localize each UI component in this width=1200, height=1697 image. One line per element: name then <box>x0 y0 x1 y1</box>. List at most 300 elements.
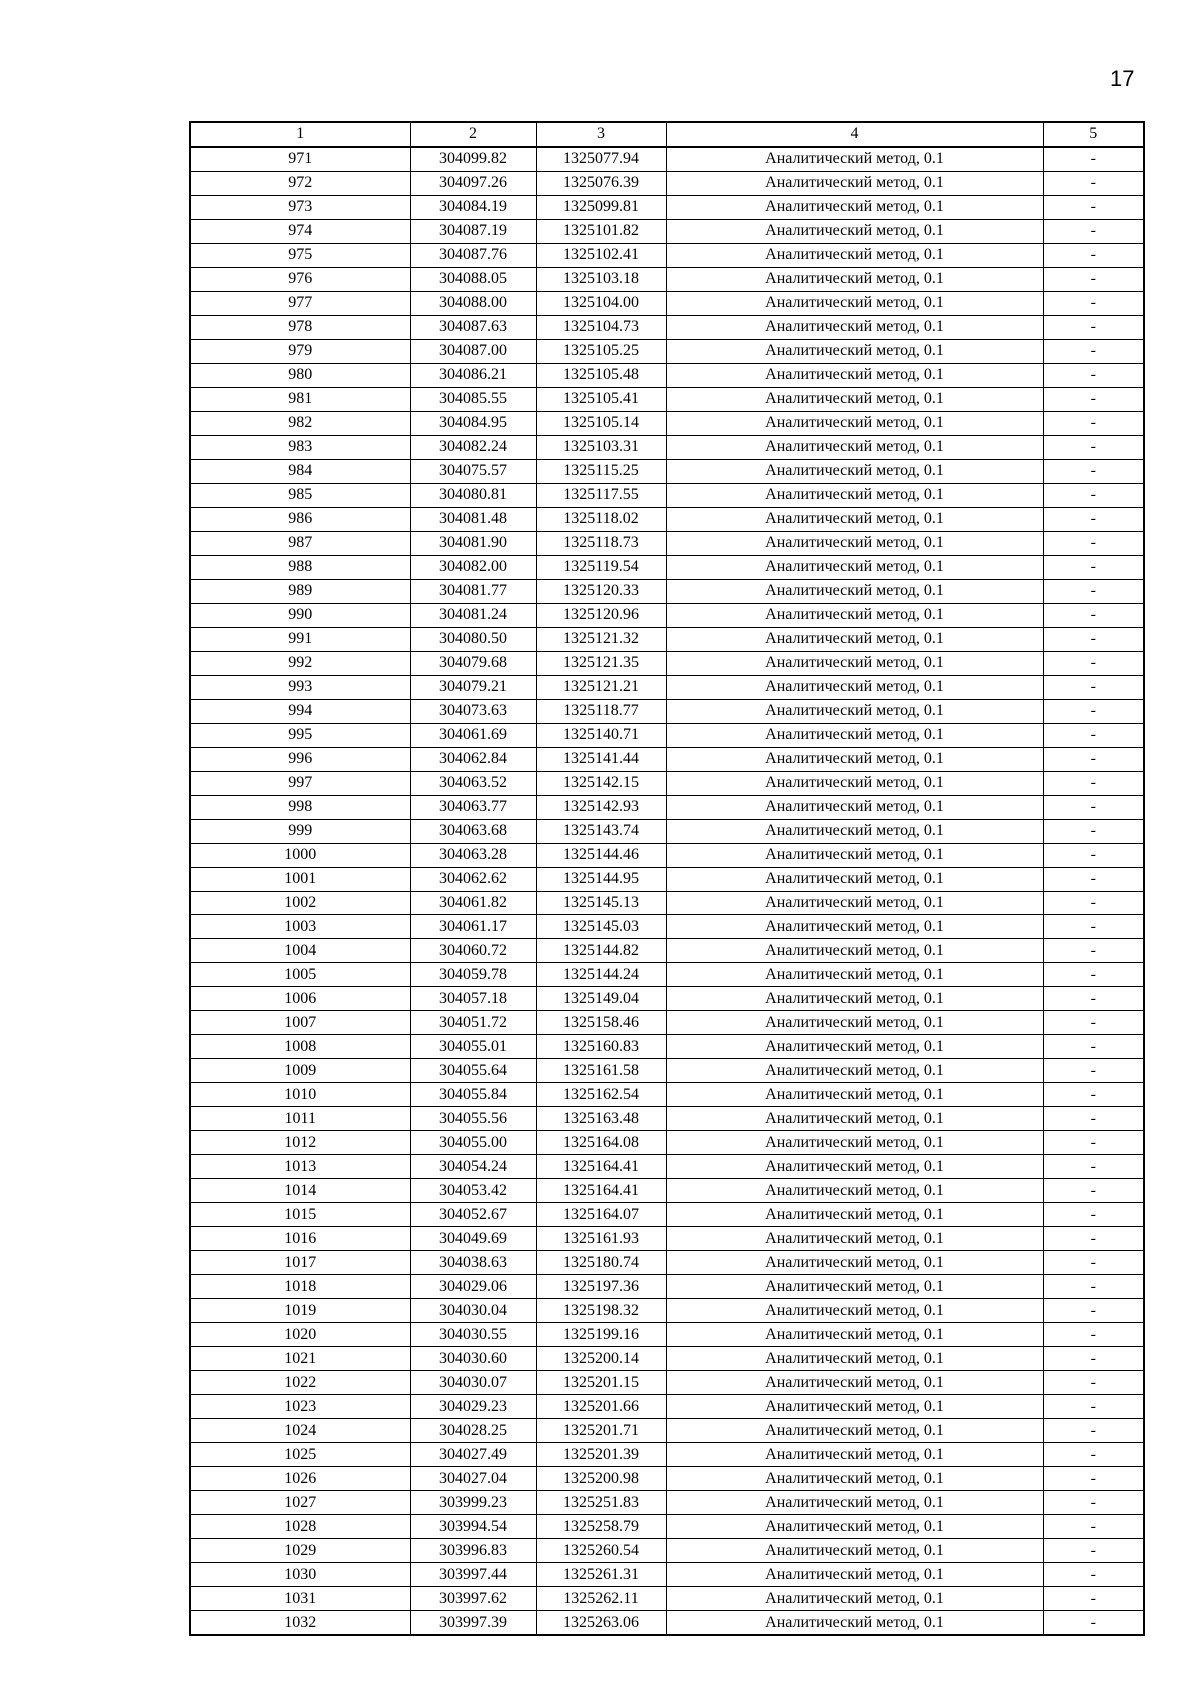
column-header: 2 <box>410 122 536 147</box>
x-coordinate-cell: 304027.49 <box>410 1443 536 1467</box>
table-row <box>190 1227 1144 1251</box>
method-cell: Аналитический метод, 0.1 <box>666 891 1043 915</box>
method-cell: Аналитический метод, 0.1 <box>666 1395 1043 1419</box>
method-cell: Аналитический метод, 0.1 <box>666 1227 1043 1251</box>
table-row <box>190 243 1144 267</box>
table-row <box>190 411 1144 435</box>
point-number-cell: 991 <box>190 627 410 651</box>
point-number-cell: 1011 <box>190 1107 410 1131</box>
x-coordinate-cell: 304049.69 <box>410 1227 536 1251</box>
point-number-cell: 1030 <box>190 1563 410 1587</box>
x-coordinate-cell: 304054.24 <box>410 1155 536 1179</box>
note-cell: - <box>1043 891 1144 915</box>
x-coordinate-cell: 304079.21 <box>410 675 536 699</box>
method-cell: Аналитический метод, 0.1 <box>666 1083 1043 1107</box>
point-number-cell: 1022 <box>190 1371 410 1395</box>
page-number: 17 <box>1110 66 1135 91</box>
note-cell: - <box>1043 291 1144 315</box>
table-row <box>190 1467 1144 1491</box>
note-cell: - <box>1043 579 1144 603</box>
table-body <box>190 147 1144 1635</box>
table-row <box>190 987 1144 1011</box>
method-cell: Аналитический метод, 0.1 <box>666 363 1043 387</box>
method-cell: Аналитический метод, 0.1 <box>666 939 1043 963</box>
x-coordinate-cell: 304055.01 <box>410 1035 536 1059</box>
table-row <box>190 1131 1144 1155</box>
method-cell: Аналитический метод, 0.1 <box>666 1347 1043 1371</box>
note-cell: - <box>1043 843 1144 867</box>
point-number-cell: 981 <box>190 387 410 411</box>
method-cell: Аналитический метод, 0.1 <box>666 843 1043 867</box>
point-number-cell: 993 <box>190 675 410 699</box>
note-cell: - <box>1043 675 1144 699</box>
method-cell: Аналитический метод, 0.1 <box>666 1131 1043 1155</box>
point-number-cell: 995 <box>190 723 410 747</box>
note-cell: - <box>1043 1467 1144 1491</box>
y-coordinate-cell: 1325149.04 <box>536 987 666 1011</box>
table-row <box>190 1515 1144 1539</box>
x-coordinate-cell: 304079.68 <box>410 651 536 675</box>
method-cell: Аналитический метод, 0.1 <box>666 699 1043 723</box>
y-coordinate-cell: 1325076.39 <box>536 171 666 195</box>
method-cell: Аналитический метод, 0.1 <box>666 483 1043 507</box>
table-row <box>190 699 1144 723</box>
method-cell: Аналитический метод, 0.1 <box>666 147 1043 171</box>
method-cell: Аналитический метод, 0.1 <box>666 1587 1043 1611</box>
table-row <box>190 627 1144 651</box>
note-cell: - <box>1043 1203 1144 1227</box>
y-coordinate-cell: 1325119.54 <box>536 555 666 579</box>
table-row <box>190 387 1144 411</box>
method-cell: Аналитический метод, 0.1 <box>666 867 1043 891</box>
table-row <box>190 1395 1144 1419</box>
x-coordinate-cell: 304055.64 <box>410 1059 536 1083</box>
note-cell: - <box>1043 723 1144 747</box>
x-coordinate-cell: 304063.77 <box>410 795 536 819</box>
method-cell: Аналитический метод, 0.1 <box>666 291 1043 315</box>
note-cell: - <box>1043 1443 1144 1467</box>
method-cell: Аналитический метод, 0.1 <box>666 723 1043 747</box>
method-cell: Аналитический метод, 0.1 <box>666 819 1043 843</box>
x-coordinate-cell: 304062.84 <box>410 747 536 771</box>
method-cell: Аналитический метод, 0.1 <box>666 171 1043 195</box>
x-coordinate-cell: 304081.24 <box>410 603 536 627</box>
table-row <box>190 1539 1144 1563</box>
column-header: 4 <box>666 122 1043 147</box>
table-row <box>190 339 1144 363</box>
x-coordinate-cell: 304059.78 <box>410 963 536 987</box>
table-row <box>190 195 1144 219</box>
y-coordinate-cell: 1325164.08 <box>536 1131 666 1155</box>
table-row <box>190 1083 1144 1107</box>
note-cell: - <box>1043 915 1144 939</box>
note-cell: - <box>1043 1299 1144 1323</box>
note-cell: - <box>1043 1515 1144 1539</box>
point-number-cell: 975 <box>190 243 410 267</box>
point-number-cell: 1005 <box>190 963 410 987</box>
point-number-cell: 985 <box>190 483 410 507</box>
method-cell: Аналитический метод, 0.1 <box>666 915 1043 939</box>
x-coordinate-cell: 304030.55 <box>410 1323 536 1347</box>
note-cell: - <box>1043 315 1144 339</box>
x-coordinate-cell: 304084.95 <box>410 411 536 435</box>
x-coordinate-cell: 304063.28 <box>410 843 536 867</box>
method-cell: Аналитический метод, 0.1 <box>666 771 1043 795</box>
point-number-cell: 1009 <box>190 1059 410 1083</box>
point-number-cell: 1000 <box>190 843 410 867</box>
x-coordinate-cell: 304082.00 <box>410 555 536 579</box>
table-row <box>190 267 1144 291</box>
point-number-cell: 1017 <box>190 1251 410 1275</box>
y-coordinate-cell: 1325101.82 <box>536 219 666 243</box>
note-cell: - <box>1043 1611 1144 1635</box>
y-coordinate-cell: 1325120.96 <box>536 603 666 627</box>
y-coordinate-cell: 1325104.73 <box>536 315 666 339</box>
method-cell: Аналитический метод, 0.1 <box>666 987 1043 1011</box>
table-row <box>190 1107 1144 1131</box>
point-number-cell: 1003 <box>190 915 410 939</box>
table-row <box>190 1443 1144 1467</box>
note-cell: - <box>1043 1419 1144 1443</box>
method-cell: Аналитический метод, 0.1 <box>666 1467 1043 1491</box>
point-number-cell: 997 <box>190 771 410 795</box>
point-number-cell: 1028 <box>190 1515 410 1539</box>
point-number-cell: 976 <box>190 267 410 291</box>
table-row <box>190 771 1144 795</box>
table-row <box>190 843 1144 867</box>
point-number-cell: 974 <box>190 219 410 243</box>
x-coordinate-cell: 304060.72 <box>410 939 536 963</box>
method-cell: Аналитический метод, 0.1 <box>666 675 1043 699</box>
table-row <box>190 963 1144 987</box>
note-cell: - <box>1043 531 1144 555</box>
table-row <box>190 1179 1144 1203</box>
x-coordinate-cell: 304055.56 <box>410 1107 536 1131</box>
x-coordinate-cell: 304075.57 <box>410 459 536 483</box>
point-number-cell: 982 <box>190 411 410 435</box>
point-number-cell: 989 <box>190 579 410 603</box>
x-coordinate-cell: 303997.44 <box>410 1563 536 1587</box>
method-cell: Аналитический метод, 0.1 <box>666 411 1043 435</box>
point-number-cell: 973 <box>190 195 410 219</box>
table-row <box>190 507 1144 531</box>
table-row <box>190 795 1144 819</box>
y-coordinate-cell: 1325142.15 <box>536 771 666 795</box>
method-cell: Аналитический метод, 0.1 <box>666 435 1043 459</box>
table-row <box>190 675 1144 699</box>
method-cell: Аналитический метод, 0.1 <box>666 1251 1043 1275</box>
method-cell: Аналитический метод, 0.1 <box>666 339 1043 363</box>
table-row <box>190 819 1144 843</box>
table-row <box>190 723 1144 747</box>
method-cell: Аналитический метод, 0.1 <box>666 1203 1043 1227</box>
x-coordinate-cell: 304099.82 <box>410 147 536 171</box>
note-cell: - <box>1043 603 1144 627</box>
x-coordinate-cell: 304061.82 <box>410 891 536 915</box>
point-number-cell: 971 <box>190 147 410 171</box>
method-cell: Аналитический метод, 0.1 <box>666 747 1043 771</box>
note-cell: - <box>1043 555 1144 579</box>
y-coordinate-cell: 1325201.15 <box>536 1371 666 1395</box>
x-coordinate-cell: 303997.39 <box>410 1611 536 1635</box>
y-coordinate-cell: 1325160.83 <box>536 1035 666 1059</box>
method-cell: Аналитический метод, 0.1 <box>666 219 1043 243</box>
note-cell: - <box>1043 483 1144 507</box>
y-coordinate-cell: 1325099.81 <box>536 195 666 219</box>
point-number-cell: 992 <box>190 651 410 675</box>
note-cell: - <box>1043 1107 1144 1131</box>
table-row <box>190 747 1144 771</box>
table-row <box>190 1563 1144 1587</box>
y-coordinate-cell: 1325140.71 <box>536 723 666 747</box>
method-cell: Аналитический метод, 0.1 <box>666 1419 1043 1443</box>
note-cell: - <box>1043 747 1144 771</box>
y-coordinate-cell: 1325258.79 <box>536 1515 666 1539</box>
y-coordinate-cell: 1325161.58 <box>536 1059 666 1083</box>
coordinates-table <box>189 121 1145 1636</box>
method-cell: Аналитический метод, 0.1 <box>666 459 1043 483</box>
point-number-cell: 1027 <box>190 1491 410 1515</box>
y-coordinate-cell: 1325201.39 <box>536 1443 666 1467</box>
y-coordinate-cell: 1325145.13 <box>536 891 666 915</box>
y-coordinate-cell: 1325143.74 <box>536 819 666 843</box>
point-number-cell: 1015 <box>190 1203 410 1227</box>
y-coordinate-cell: 1325117.55 <box>536 483 666 507</box>
table-row <box>190 1299 1144 1323</box>
method-cell: Аналитический метод, 0.1 <box>666 1563 1043 1587</box>
x-coordinate-cell: 304084.19 <box>410 195 536 219</box>
note-cell: - <box>1043 987 1144 1011</box>
point-number-cell: 1008 <box>190 1035 410 1059</box>
x-coordinate-cell: 304052.67 <box>410 1203 536 1227</box>
x-coordinate-cell: 304029.06 <box>410 1275 536 1299</box>
method-cell: Аналитический метод, 0.1 <box>666 579 1043 603</box>
x-coordinate-cell: 304030.60 <box>410 1347 536 1371</box>
method-cell: Аналитический метод, 0.1 <box>666 1299 1043 1323</box>
method-cell: Аналитический метод, 0.1 <box>666 1491 1043 1515</box>
table-row <box>190 1155 1144 1179</box>
y-coordinate-cell: 1325262.11 <box>536 1587 666 1611</box>
note-cell: - <box>1043 1323 1144 1347</box>
x-coordinate-cell: 303996.83 <box>410 1539 536 1563</box>
y-coordinate-cell: 1325121.35 <box>536 651 666 675</box>
x-coordinate-cell: 304053.42 <box>410 1179 536 1203</box>
y-coordinate-cell: 1325158.46 <box>536 1011 666 1035</box>
y-coordinate-cell: 1325144.82 <box>536 939 666 963</box>
y-coordinate-cell: 1325104.00 <box>536 291 666 315</box>
method-cell: Аналитический метод, 0.1 <box>666 315 1043 339</box>
method-cell: Аналитический метод, 0.1 <box>666 963 1043 987</box>
y-coordinate-cell: 1325118.77 <box>536 699 666 723</box>
table-row <box>190 459 1144 483</box>
note-cell: - <box>1043 627 1144 651</box>
point-number-cell: 1032 <box>190 1611 410 1635</box>
x-coordinate-cell: 304082.24 <box>410 435 536 459</box>
note-cell: - <box>1043 195 1144 219</box>
y-coordinate-cell: 1325105.48 <box>536 363 666 387</box>
method-cell: Аналитический метод, 0.1 <box>666 1107 1043 1131</box>
point-number-cell: 988 <box>190 555 410 579</box>
table-row <box>190 1419 1144 1443</box>
method-cell: Аналитический метод, 0.1 <box>666 1059 1043 1083</box>
x-coordinate-cell: 304081.77 <box>410 579 536 603</box>
note-cell: - <box>1043 243 1144 267</box>
x-coordinate-cell: 304061.69 <box>410 723 536 747</box>
method-cell: Аналитический метод, 0.1 <box>666 1179 1043 1203</box>
note-cell: - <box>1043 1083 1144 1107</box>
x-coordinate-cell: 304030.07 <box>410 1371 536 1395</box>
note-cell: - <box>1043 507 1144 531</box>
table-row <box>190 915 1144 939</box>
x-coordinate-cell: 304088.00 <box>410 291 536 315</box>
note-cell: - <box>1043 1059 1144 1083</box>
table-row <box>190 1491 1144 1515</box>
y-coordinate-cell: 1325164.07 <box>536 1203 666 1227</box>
point-number-cell: 984 <box>190 459 410 483</box>
table-row <box>190 939 1144 963</box>
table-row <box>190 1203 1144 1227</box>
x-coordinate-cell: 304057.18 <box>410 987 536 1011</box>
x-coordinate-cell: 304027.04 <box>410 1467 536 1491</box>
column-header: 1 <box>190 122 410 147</box>
note-cell: - <box>1043 1587 1144 1611</box>
y-coordinate-cell: 1325105.14 <box>536 411 666 435</box>
y-coordinate-cell: 1325199.16 <box>536 1323 666 1347</box>
point-number-cell: 978 <box>190 315 410 339</box>
method-cell: Аналитический метод, 0.1 <box>666 1035 1043 1059</box>
y-coordinate-cell: 1325201.71 <box>536 1419 666 1443</box>
point-number-cell: 1026 <box>190 1467 410 1491</box>
y-coordinate-cell: 1325197.36 <box>536 1275 666 1299</box>
point-number-cell: 1004 <box>190 939 410 963</box>
note-cell: - <box>1043 963 1144 987</box>
table-row <box>190 1611 1144 1635</box>
y-coordinate-cell: 1325144.95 <box>536 867 666 891</box>
table-row <box>190 1347 1144 1371</box>
y-coordinate-cell: 1325121.21 <box>536 675 666 699</box>
x-coordinate-cell: 304063.68 <box>410 819 536 843</box>
x-coordinate-cell: 304085.55 <box>410 387 536 411</box>
note-cell: - <box>1043 1251 1144 1275</box>
y-coordinate-cell: 1325105.41 <box>536 387 666 411</box>
note-cell: - <box>1043 411 1144 435</box>
method-cell: Аналитический метод, 0.1 <box>666 795 1043 819</box>
method-cell: Аналитический метод, 0.1 <box>666 627 1043 651</box>
x-coordinate-cell: 304055.84 <box>410 1083 536 1107</box>
point-number-cell: 1001 <box>190 867 410 891</box>
y-coordinate-cell: 1325164.41 <box>536 1179 666 1203</box>
x-coordinate-cell: 303997.62 <box>410 1587 536 1611</box>
note-cell: - <box>1043 1347 1144 1371</box>
x-coordinate-cell: 304063.52 <box>410 771 536 795</box>
table-row <box>190 147 1144 171</box>
note-cell: - <box>1043 771 1144 795</box>
y-coordinate-cell: 1325077.94 <box>536 147 666 171</box>
x-coordinate-cell: 304051.72 <box>410 1011 536 1035</box>
point-number-cell: 1014 <box>190 1179 410 1203</box>
table-row <box>190 579 1144 603</box>
table-row <box>190 1059 1144 1083</box>
table-row <box>190 651 1144 675</box>
table-row <box>190 171 1144 195</box>
point-number-cell: 986 <box>190 507 410 531</box>
column-header: 3 <box>536 122 666 147</box>
point-number-cell: 1012 <box>190 1131 410 1155</box>
point-number-cell: 983 <box>190 435 410 459</box>
table-header-row <box>190 122 1144 147</box>
point-number-cell: 1029 <box>190 1539 410 1563</box>
y-coordinate-cell: 1325251.83 <box>536 1491 666 1515</box>
point-number-cell: 1002 <box>190 891 410 915</box>
point-number-cell: 990 <box>190 603 410 627</box>
note-cell: - <box>1043 1275 1144 1299</box>
method-cell: Аналитический метод, 0.1 <box>666 1539 1043 1563</box>
point-number-cell: 998 <box>190 795 410 819</box>
x-coordinate-cell: 304087.76 <box>410 243 536 267</box>
table-row <box>190 291 1144 315</box>
y-coordinate-cell: 1325200.98 <box>536 1467 666 1491</box>
method-cell: Аналитический метод, 0.1 <box>666 243 1043 267</box>
y-coordinate-cell: 1325144.24 <box>536 963 666 987</box>
x-coordinate-cell: 304097.26 <box>410 171 536 195</box>
note-cell: - <box>1043 219 1144 243</box>
note-cell: - <box>1043 435 1144 459</box>
note-cell: - <box>1043 651 1144 675</box>
method-cell: Аналитический метод, 0.1 <box>666 555 1043 579</box>
method-cell: Аналитический метод, 0.1 <box>666 1275 1043 1299</box>
point-number-cell: 1007 <box>190 1011 410 1035</box>
note-cell: - <box>1043 339 1144 363</box>
y-coordinate-cell: 1325144.46 <box>536 843 666 867</box>
note-cell: - <box>1043 1179 1144 1203</box>
y-coordinate-cell: 1325200.14 <box>536 1347 666 1371</box>
method-cell: Аналитический метод, 0.1 <box>666 1515 1043 1539</box>
point-number-cell: 1018 <box>190 1275 410 1299</box>
note-cell: - <box>1043 147 1144 171</box>
y-coordinate-cell: 1325121.32 <box>536 627 666 651</box>
x-coordinate-cell: 304087.19 <box>410 219 536 243</box>
y-coordinate-cell: 1325102.41 <box>536 243 666 267</box>
note-cell: - <box>1043 387 1144 411</box>
y-coordinate-cell: 1325164.41 <box>536 1155 666 1179</box>
point-number-cell: 996 <box>190 747 410 771</box>
x-coordinate-cell: 304073.63 <box>410 699 536 723</box>
table-row <box>190 483 1144 507</box>
point-number-cell: 980 <box>190 363 410 387</box>
note-cell: - <box>1043 1011 1144 1035</box>
y-coordinate-cell: 1325145.03 <box>536 915 666 939</box>
table-row <box>190 363 1144 387</box>
method-cell: Аналитический метод, 0.1 <box>666 387 1043 411</box>
note-cell: - <box>1043 1035 1144 1059</box>
note-cell: - <box>1043 867 1144 891</box>
table-row <box>190 531 1144 555</box>
table-row <box>190 1251 1144 1275</box>
y-coordinate-cell: 1325115.25 <box>536 459 666 483</box>
note-cell: - <box>1043 1563 1144 1587</box>
table-row <box>190 1587 1144 1611</box>
y-coordinate-cell: 1325263.06 <box>536 1611 666 1635</box>
note-cell: - <box>1043 1491 1144 1515</box>
point-number-cell: 1023 <box>190 1395 410 1419</box>
x-coordinate-cell: 304080.81 <box>410 483 536 507</box>
table-row <box>190 891 1144 915</box>
table-row <box>190 1275 1144 1299</box>
note-cell: - <box>1043 795 1144 819</box>
note-cell: - <box>1043 1227 1144 1251</box>
y-coordinate-cell: 1325162.54 <box>536 1083 666 1107</box>
y-coordinate-cell: 1325118.02 <box>536 507 666 531</box>
